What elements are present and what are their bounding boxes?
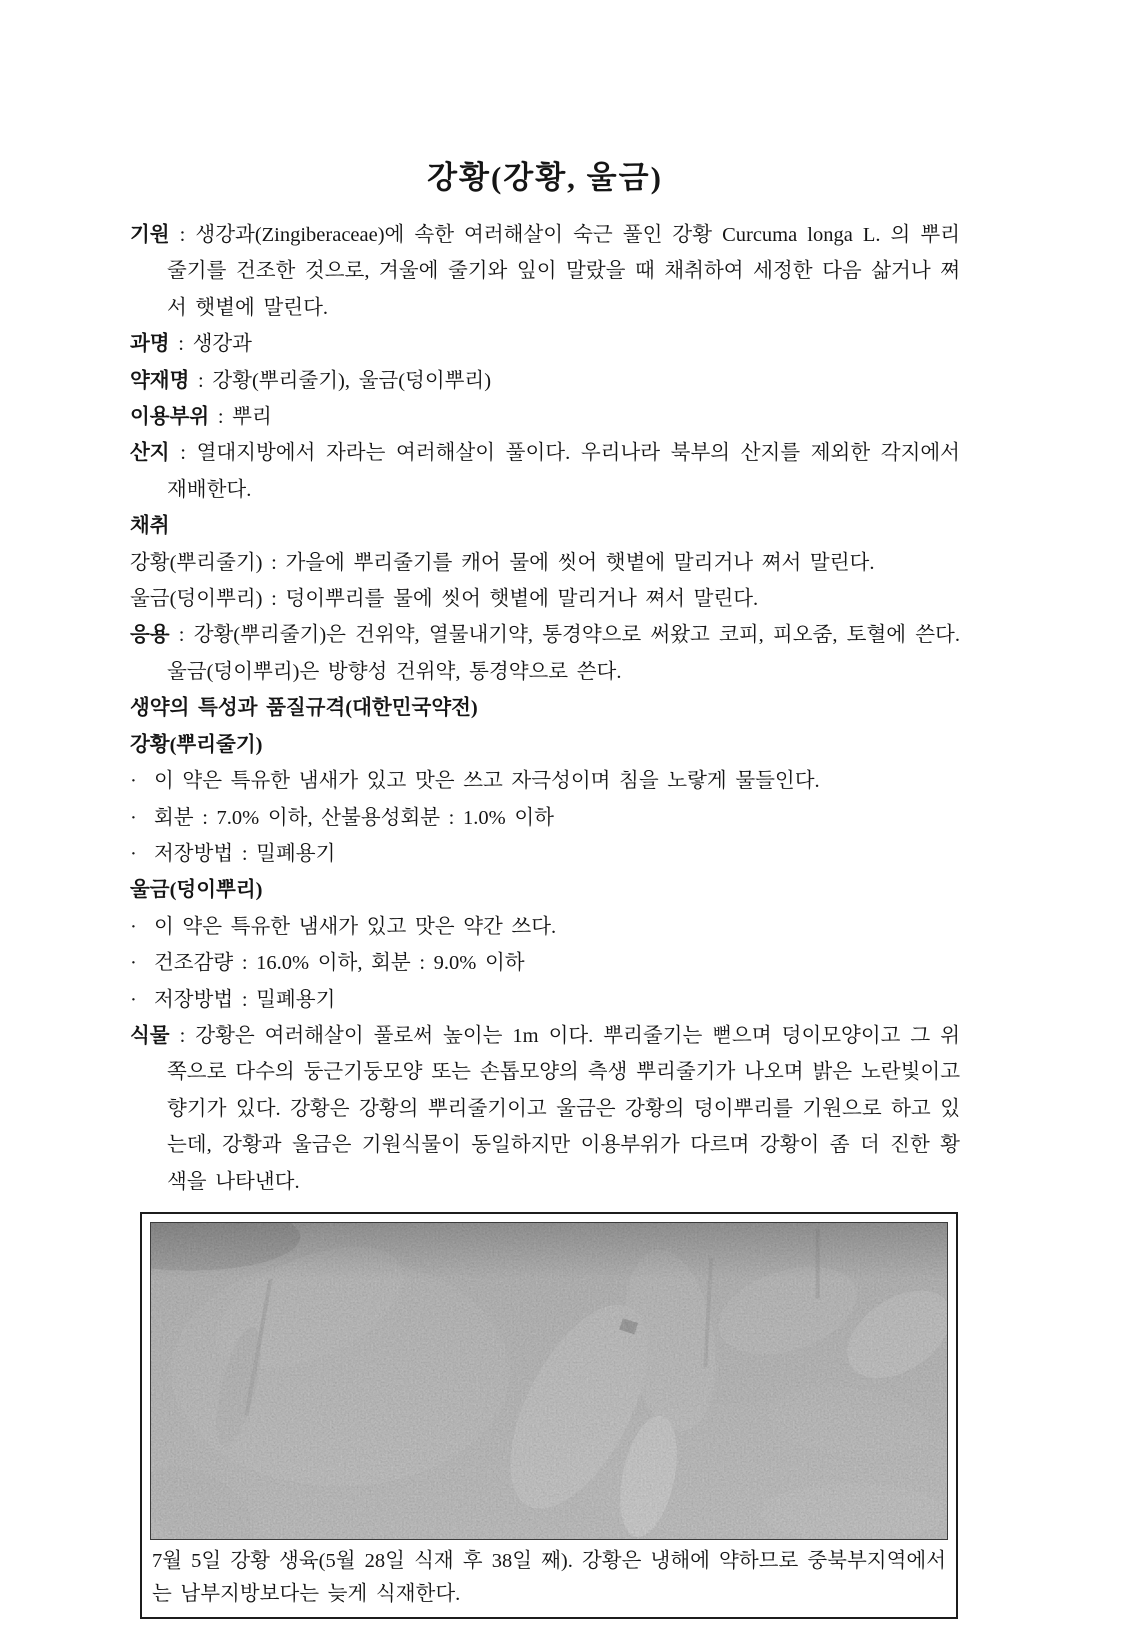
entry-used-part xyxy=(130,399,960,435)
entry-label: 기원 xyxy=(130,224,170,246)
entry-separator: : xyxy=(189,369,213,392)
subheading-ulgeum-tuber: 울금(덩이뿌리) xyxy=(130,879,263,902)
entry-text: 강황(뿌리줄기)은 건위약, 열물내기약, 통경약으로 써왔고 코피, 피오줌, 토혈에 쓴다. 울금(덩이뿌리)은 방향성 건위약, 통경약으로 쓴다. xyxy=(167,624,960,683)
entry-habitat xyxy=(130,435,960,508)
entry-family xyxy=(130,326,960,362)
bullet-icon: · xyxy=(130,952,137,975)
page-title: 강황(강황, 울금) xyxy=(427,160,663,195)
subentry-separator: : xyxy=(262,588,286,611)
bullet-icon: · xyxy=(130,842,137,865)
entry-label: 과명 xyxy=(130,333,170,356)
bullet-text: 저장방법 : 밀폐용기 xyxy=(154,988,336,1011)
entry-label: 약재명 xyxy=(130,369,190,392)
entry-separator: : xyxy=(169,1024,196,1047)
entry-label: 이용부위 xyxy=(130,406,210,429)
figure-caption: 7월 5일 강황 생육(5월 28일 식재 후 38일 째). 강황은 냉해에 약하므로 중북부지역에서는 남부지방보다는 늦게 식재한다. xyxy=(152,1549,946,1605)
bullet-text: 이 약은 특유한 냄새가 있고 맛은 약간 쓰다. xyxy=(154,915,557,938)
document-content xyxy=(130,152,960,1619)
subheading-turmeric-rhizome: 강황(뿌리줄기) xyxy=(130,733,263,756)
entry-drug-name xyxy=(130,363,960,399)
entry-text: 뿌리 xyxy=(232,406,272,429)
bullet-item-storage xyxy=(130,836,960,872)
bullet-text: 건조감량 : 16.0% 이하, 회분 : 9.0% 이하 xyxy=(154,952,525,975)
subentry-harvest-tuber-root xyxy=(130,581,960,617)
bullet-icon: · xyxy=(130,806,137,829)
bullet-icon: · xyxy=(130,915,137,938)
entry-plant-description xyxy=(130,1018,960,1200)
entry-label: 응용 xyxy=(130,624,170,647)
bullet-item-odor-taste xyxy=(130,763,960,799)
bullet-icon: · xyxy=(130,988,137,1011)
entry-separator: : xyxy=(169,333,193,356)
bullet-item-storage xyxy=(130,982,960,1018)
entry-label: 산지 xyxy=(130,442,170,465)
bullet-text: 이 약은 특유한 냄새가 있고 맛은 쓰고 자극성이며 침을 노랗게 물들인다. xyxy=(154,770,820,793)
subentry-text: 가을에 뿌리줄기를 캐어 물에 씻어 햇볕에 말리거나 쪄서 말린다. xyxy=(285,551,875,574)
turmeric-field-photo xyxy=(150,1222,948,1540)
heading-harvest: 채취 xyxy=(130,515,170,538)
entry-separator: : xyxy=(169,624,194,647)
entry-text: 강황(뿌리줄기), 울금(덩이뿌리) xyxy=(212,369,492,392)
bullet-item-odor-taste xyxy=(130,909,960,945)
entry-text: 생강과 xyxy=(192,333,252,356)
entry-text: 열대지방에서 자라는 여러해살이 풀이다. 우리나라 북부의 산지를 제외한 각지에서 재배한다. xyxy=(167,442,960,501)
subentry-harvest-turmeric-rhizome xyxy=(130,545,960,581)
subentry-text: 덩이뿌리를 물에 씻어 햇볕에 말리거나 쪄서 말린다. xyxy=(285,588,759,611)
figure-box xyxy=(140,1212,958,1619)
subentry-label: 강황(뿌리줄기) xyxy=(130,551,263,574)
entry-separator: : xyxy=(209,406,233,429)
entry-separator: : xyxy=(169,442,197,465)
subentry-separator: : xyxy=(262,551,286,574)
entry-text: 강황은 여러해살이 풀로써 높이는 1m 이다. 뿌리줄기는 뻗으며 덩이모양이고 그 위쪽으로 다수의 둥근기둥모양 또는 손톱모양의 측생 뿌리줄기가 나오며 밝은 노란빛이고 향기가 있다. 강황은 강황의 뿌리줄기이고 울금은 강황의 덩이뿌리를 기원으로 하고 있는데, 강황과 울금은 기원식물이 동일하지만 이용부위가 다르며 강황이 좀 더 진한 황색을 나타낸다. xyxy=(167,1024,961,1193)
bullet-item-ash-content xyxy=(130,800,960,836)
entry-origin xyxy=(130,217,960,326)
bullet-icon: · xyxy=(130,770,137,793)
entry-application xyxy=(130,617,960,690)
entry-text: 생강과(Zingiberaceae)에 속한 여러해살이 숙근 풀인 강황 Curcuma longa L. 의 뿌리줄기를 건조한 것으로, 겨울에 줄기와 잎이 말랐을 때 채취하여 세정한 다음 삶거나 쪄서 햇볕에 말린다. xyxy=(167,224,960,319)
entry-label: 식물 xyxy=(130,1024,170,1047)
bullet-item-drying-loss xyxy=(130,945,960,981)
entry-separator: : xyxy=(169,224,196,246)
document-body xyxy=(130,217,960,1619)
subentry-label: 울금(덩이뿌리) xyxy=(130,588,263,611)
heading-quality-standard: 생약의 특성과 품질규격(대한민국약전) xyxy=(130,697,478,720)
bullet-text: 회분 : 7.0% 이하, 산불용성회분 : 1.0% 이하 xyxy=(154,806,554,829)
bullet-text: 저장방법 : 밀폐용기 xyxy=(154,842,336,865)
